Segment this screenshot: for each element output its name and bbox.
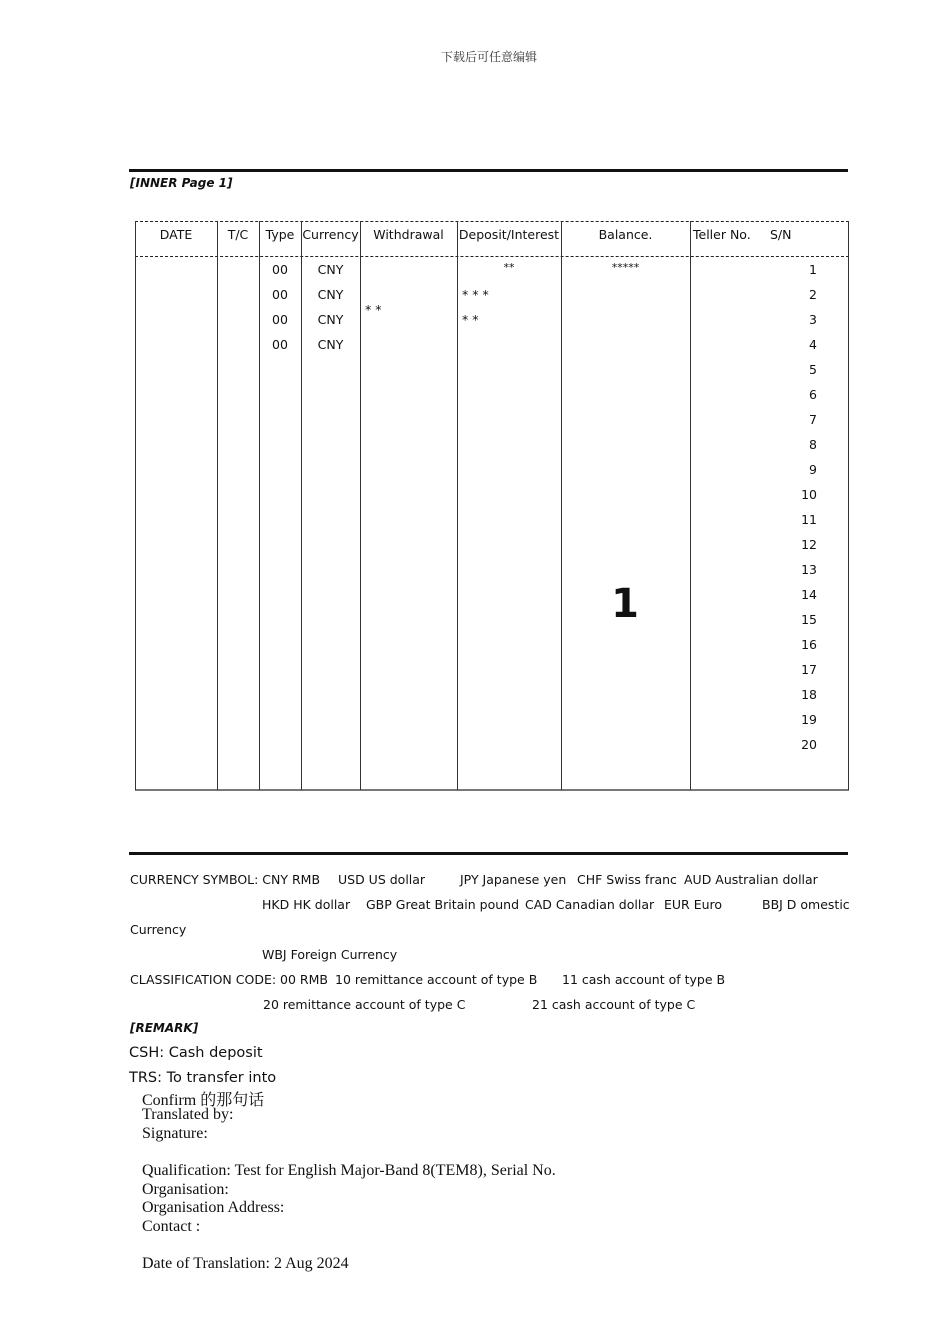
serial-number: 16 [801, 637, 817, 652]
legend-rule [129, 852, 848, 855]
currency-eur: EUR Euro [664, 897, 723, 912]
serial-number: 20 [801, 737, 817, 752]
serial-number: 3 [809, 312, 817, 327]
passbook-ledger [135, 221, 849, 792]
currency-aud: AUD Australian dollar [684, 872, 818, 887]
top-rule [129, 169, 848, 172]
remark-title: [REMARK] [130, 1021, 199, 1035]
col-divider [301, 221, 302, 790]
col-divider [259, 221, 260, 790]
serial-number: 6 [809, 387, 817, 402]
currency-chf: CHF Swiss franc [577, 872, 677, 887]
serial-number: 1 [809, 262, 817, 277]
serial-number: 7 [809, 412, 817, 427]
balance-mark: ***** [611, 261, 640, 274]
col-divider [848, 221, 849, 790]
col-header-balance: Balance. [598, 227, 653, 242]
serial-number: 4 [809, 337, 817, 352]
serial-number: 13 [801, 562, 817, 577]
header-top-dash [135, 221, 849, 222]
currency-gbp: GBP Great Britain pound [366, 897, 520, 912]
classification-11: 11 cash account of type B [562, 972, 726, 987]
currency-usd: USD US dollar [338, 872, 426, 887]
col-header-currency: Currency [302, 227, 359, 242]
classification-10: 10 remittance account of type B [335, 972, 538, 987]
classification-21: 21 cash account of type C [532, 997, 696, 1012]
row-currency: CNY [317, 337, 344, 352]
deposit-mark: ** [503, 261, 515, 274]
inner-page-title: [INNER Page 1] [130, 176, 233, 190]
deposit-mark: * * * [462, 287, 489, 302]
contact: Contact : [142, 1218, 201, 1235]
col-divider [217, 221, 218, 790]
header-bottom-dash [135, 256, 849, 257]
row-type: 00 [272, 312, 288, 327]
classification-20: 20 remittance account of type C [263, 997, 466, 1012]
serial-number: 17 [801, 662, 817, 677]
col-divider [457, 221, 458, 790]
remark-item: CSH: Cash deposit [129, 1045, 263, 1061]
remark-item: TRS: To transfer into [129, 1070, 277, 1082]
row-currency: CNY [317, 262, 344, 277]
currency-jpy: JPY Japanese yen [460, 872, 567, 887]
deposit-mark: * * [462, 312, 479, 327]
currency-wrap-text: Currency [130, 922, 187, 937]
row-currency: CNY [317, 287, 344, 302]
col-divider [360, 221, 361, 790]
confirm-statement: Confirm 的那句话 [142, 1092, 265, 1109]
row-currency: CNY [317, 312, 344, 327]
col-header-type: Type [265, 227, 295, 242]
classification-code-label: CLASSIFICATION CODE: 00 RMB [130, 972, 328, 987]
currency-wbj: WBJ Foreign Currency [262, 947, 398, 962]
col-header-teller-no: Teller No. [693, 227, 751, 242]
col-header-tc: T/C [227, 227, 249, 242]
serial-number: 8 [809, 437, 817, 452]
row-type: 00 [272, 287, 288, 302]
currency-symbol-label: CURRENCY SYMBOL: CNY RMB [130, 872, 321, 887]
signature: Signature: [142, 1125, 208, 1142]
organisation-address: Organisation Address: [142, 1199, 285, 1216]
serial-number: 18 [801, 687, 817, 702]
withdrawal-mark: * * [365, 302, 382, 317]
col-divider [561, 221, 562, 790]
col-header-deposit-interest: Deposit/Interest [458, 227, 560, 242]
remark-list [129, 1044, 529, 1082]
row-type: 00 [272, 262, 288, 277]
page-number-marker: 1 [611, 581, 639, 627]
serial-number: 19 [801, 712, 817, 727]
serial-number: 2 [809, 287, 817, 302]
currency-cad: CAD Canadian dollar [525, 897, 655, 912]
col-header-date: DATE [159, 227, 193, 242]
col-header-sn: S/N [770, 227, 792, 242]
translated-by: Translated by: [142, 1106, 234, 1123]
col-header-withdrawal: Withdrawal [373, 227, 444, 242]
organisation: Organisation: [142, 1181, 229, 1198]
serial-number: 5 [809, 362, 817, 377]
translation-date: Date of Translation: 2 Aug 2024 [142, 1255, 349, 1272]
serial-number: 9 [809, 462, 817, 477]
currency-bbj: BBJ D omestic [762, 897, 850, 912]
serial-number: 14 [801, 587, 817, 602]
currency-hkd: HKD HK dollar [262, 897, 351, 912]
row-type: 00 [272, 337, 288, 352]
serial-number: 12 [801, 537, 817, 552]
header-note: 下载后可任意编辑 [440, 50, 537, 64]
qualification: Qualification: Test for English Major-Band 8(TEM8), Serial No. [142, 1162, 556, 1179]
col-divider [690, 221, 691, 790]
ledger-bottom-line [135, 789, 849, 791]
col-divider [135, 221, 136, 790]
serial-number: 15 [801, 612, 817, 627]
serial-number: 10 [801, 487, 817, 502]
serial-number: 11 [801, 512, 817, 527]
